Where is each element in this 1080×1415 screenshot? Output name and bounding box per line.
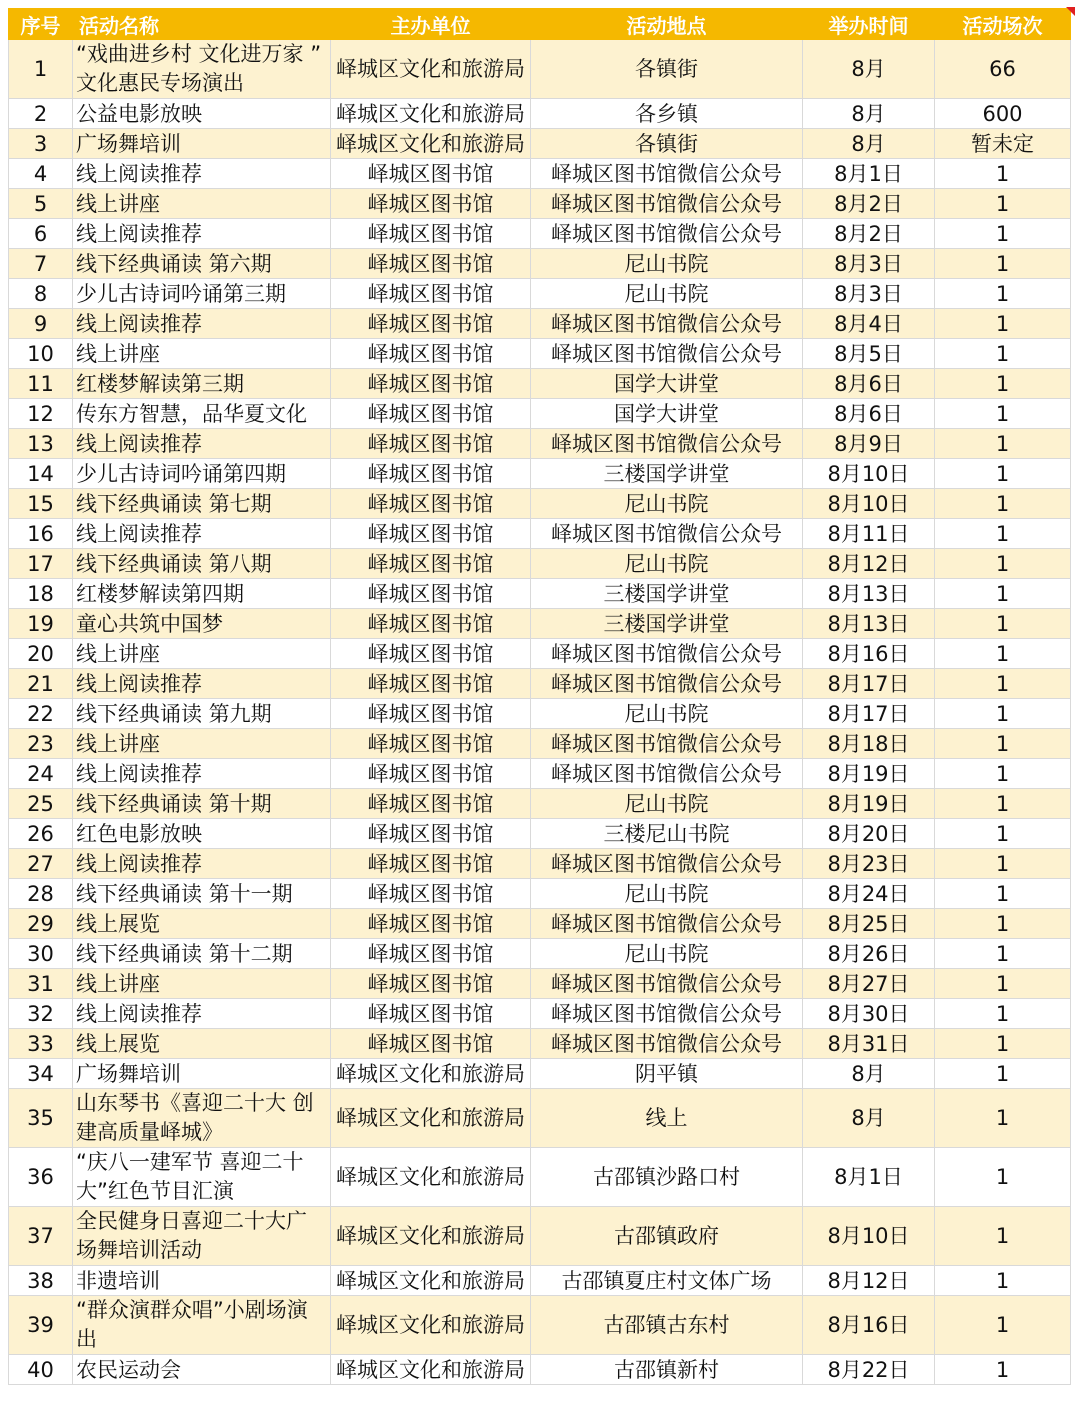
cell-time: 8月1日 [803,1148,935,1207]
cell-no: 23 [9,729,73,759]
cell-place: 国学大讲堂 [531,369,803,399]
cell-time: 8月23日 [803,849,935,879]
header-org: 主办单位 [331,9,531,40]
cell-count: 1 [935,339,1071,369]
cell-name: 线上讲座 [73,189,331,219]
cell-place: 各镇街 [531,40,803,99]
cell-org: 峄城区图书馆 [331,459,531,489]
cell-place: 峄城区图书馆微信公众号 [531,639,803,669]
cell-time: 8月17日 [803,699,935,729]
cell-place: 阴平镇 [531,1059,803,1089]
cell-name: 线下经典诵读 第十二期 [73,939,331,969]
cell-time: 8月3日 [803,249,935,279]
cell-name: 公益电影放映 [73,99,331,129]
cell-org: 峄城区图书馆 [331,729,531,759]
activity-table [8,8,1071,1385]
table-row [9,849,1071,879]
cell-no: 24 [9,759,73,789]
cell-org: 峄城区图书馆 [331,369,531,399]
cell-no: 6 [9,219,73,249]
cell-time: 8月10日 [803,459,935,489]
cell-time: 8月9日 [803,429,935,459]
table-row [9,189,1071,219]
cell-place: 三楼国学讲堂 [531,459,803,489]
cell-no: 34 [9,1059,73,1089]
cell-place: 古邵镇沙路口村 [531,1148,803,1207]
cell-name: 广场舞培训 [73,129,331,159]
table-row [9,249,1071,279]
cell-count: 1 [935,159,1071,189]
cell-no: 21 [9,669,73,699]
cell-place: 各乡镇 [531,99,803,129]
cell-place: 古邵镇古东村 [531,1296,803,1355]
cell-place: 峄城区图书馆微信公众号 [531,999,803,1029]
table-row [9,699,1071,729]
cell-count: 1 [935,999,1071,1029]
header-row [9,9,1071,40]
cell-org: 峄城区图书馆 [331,519,531,549]
cell-org: 峄城区图书馆 [331,939,531,969]
cell-time: 8月1日 [803,159,935,189]
cell-count: 1 [935,759,1071,789]
cell-time: 8月3日 [803,279,935,309]
cell-count: 1 [935,969,1071,999]
cell-no: 2 [9,99,73,129]
cell-name: 线下经典诵读 第十期 [73,789,331,819]
cell-org: 峄城区图书馆 [331,249,531,279]
cell-org: 峄城区图书馆 [331,969,531,999]
cell-count: 600 [935,99,1071,129]
cell-place: 古邵镇夏庄村文体广场 [531,1266,803,1296]
cell-no: 7 [9,249,73,279]
cell-place: 峄城区图书馆微信公众号 [531,909,803,939]
cell-no: 30 [9,939,73,969]
cell-time: 8月6日 [803,399,935,429]
cell-no: 33 [9,1029,73,1059]
cell-place: 尼山书院 [531,879,803,909]
cell-name: 线上讲座 [73,969,331,999]
cell-time: 8月12日 [803,549,935,579]
cell-time: 8月16日 [803,1296,935,1355]
cell-count: 1 [935,1089,1071,1148]
cell-name: 山东琴书《喜迎二十大 创建高质量峄城》 [73,1089,331,1148]
cell-name: 红楼梦解读第四期 [73,579,331,609]
cell-place: 峄城区图书馆微信公众号 [531,339,803,369]
cell-org: 峄城区图书馆 [331,999,531,1029]
table-row [9,40,1071,99]
cell-no: 16 [9,519,73,549]
table-row [9,429,1071,459]
table-row [9,939,1071,969]
cell-org: 峄城区文化和旅游局 [331,1296,531,1355]
cell-name: 线上阅读推荐 [73,519,331,549]
cell-time: 8月13日 [803,609,935,639]
table-row [9,609,1071,639]
cell-place: 尼山书院 [531,549,803,579]
cell-count: 1 [935,939,1071,969]
cell-count: 1 [935,849,1071,879]
cell-no: 18 [9,579,73,609]
cell-no: 11 [9,369,73,399]
cell-org: 峄城区图书馆 [331,699,531,729]
cell-org: 峄城区图书馆 [331,639,531,669]
cell-no: 17 [9,549,73,579]
cell-org: 峄城区文化和旅游局 [331,129,531,159]
cell-no: 3 [9,129,73,159]
cell-count: 1 [935,549,1071,579]
cell-name: 线下经典诵读 第六期 [73,249,331,279]
cell-place: 各镇街 [531,129,803,159]
cell-no: 13 [9,429,73,459]
table-row [9,129,1071,159]
cell-count: 1 [935,729,1071,759]
cell-name: 线上阅读推荐 [73,159,331,189]
cell-no: 32 [9,999,73,1029]
cell-count: 1 [935,1148,1071,1207]
cell-name: 线上阅读推荐 [73,309,331,339]
cell-place: 尼山书院 [531,249,803,279]
header-name: 活动名称 [73,9,331,40]
cell-org: 峄城区文化和旅游局 [331,1059,531,1089]
cell-time: 8月2日 [803,189,935,219]
cell-no: 31 [9,969,73,999]
cell-place: 三楼尼山书院 [531,819,803,849]
cell-count: 1 [935,219,1071,249]
cell-org: 峄城区图书馆 [331,879,531,909]
table-row [9,759,1071,789]
cell-place: 三楼国学讲堂 [531,579,803,609]
cell-place: 峄城区图书馆微信公众号 [531,669,803,699]
cell-time: 8月 [803,1089,935,1148]
cell-place: 尼山书院 [531,789,803,819]
cell-place: 峄城区图书馆微信公众号 [531,1029,803,1059]
cell-time: 8月19日 [803,759,935,789]
cell-no: 36 [9,1148,73,1207]
table-row [9,1355,1071,1385]
cell-no: 38 [9,1266,73,1296]
cell-no: 1 [9,40,73,99]
cell-no: 40 [9,1355,73,1385]
cell-time: 8月24日 [803,879,935,909]
cell-org: 峄城区图书馆 [331,1029,531,1059]
cell-count: 1 [935,309,1071,339]
header-no: 序号 [9,9,73,40]
cell-count: 1 [935,249,1071,279]
table-row [9,999,1071,1029]
cell-org: 峄城区文化和旅游局 [331,1266,531,1296]
cell-no: 10 [9,339,73,369]
cell-org: 峄城区图书馆 [331,279,531,309]
cell-time: 8月16日 [803,639,935,669]
cell-time: 8月20日 [803,819,935,849]
table-row [9,519,1071,549]
table-row [9,819,1071,849]
cell-time: 8月 [803,1059,935,1089]
cell-time: 8月17日 [803,669,935,699]
cell-place: 峄城区图书馆微信公众号 [531,159,803,189]
cell-org: 峄城区图书馆 [331,789,531,819]
cell-no: 27 [9,849,73,879]
table-row [9,969,1071,999]
cell-place: 古邵镇新村 [531,1355,803,1385]
cell-org: 峄城区图书馆 [331,759,531,789]
cell-no: 8 [9,279,73,309]
cell-place: 峄城区图书馆微信公众号 [531,189,803,219]
cell-place: 峄城区图书馆微信公众号 [531,759,803,789]
cell-place: 尼山书院 [531,699,803,729]
cell-time: 8月19日 [803,789,935,819]
cell-no: 22 [9,699,73,729]
cell-place: 峄城区图书馆微信公众号 [531,429,803,459]
table-row [9,1296,1071,1355]
header-time: 举办时间 [803,9,935,40]
cell-count: 1 [935,369,1071,399]
cell-count: 1 [935,1266,1071,1296]
cell-name: 线上阅读推荐 [73,849,331,879]
cell-place: 三楼国学讲堂 [531,609,803,639]
table-row [9,1207,1071,1266]
cell-place: 峄城区图书馆微信公众号 [531,729,803,759]
cell-time: 8月 [803,40,935,99]
cell-name: 线上讲座 [73,639,331,669]
table-row [9,669,1071,699]
header-count: 活动场次 [935,9,1071,40]
cell-name: 红色电影放映 [73,819,331,849]
cell-name: 广场舞培训 [73,1059,331,1089]
cell-org: 峄城区图书馆 [331,399,531,429]
cell-time: 8月13日 [803,579,935,609]
cell-count: 1 [935,1207,1071,1266]
cell-time: 8月11日 [803,519,935,549]
cell-name: 全民健身日喜迎二十大广场舞培训活动 [73,1207,331,1266]
header-place: 活动地点 [531,9,803,40]
cell-org: 峄城区图书馆 [331,549,531,579]
cell-name: 红楼梦解读第三期 [73,369,331,399]
table-row [9,399,1071,429]
cell-org: 峄城区文化和旅游局 [331,1148,531,1207]
cell-count: 1 [935,459,1071,489]
table-row [9,729,1071,759]
cell-org: 峄城区图书馆 [331,429,531,459]
table-row [9,789,1071,819]
cell-place: 尼山书院 [531,489,803,519]
cell-no: 15 [9,489,73,519]
cell-no: 39 [9,1296,73,1355]
cell-place: 峄城区图书馆微信公众号 [531,519,803,549]
table-row [9,879,1071,909]
cell-no: 26 [9,819,73,849]
cell-time: 8月 [803,129,935,159]
cell-time: 8月5日 [803,339,935,369]
cell-place: 峄城区图书馆微信公众号 [531,219,803,249]
table-row [9,1089,1071,1148]
table-row [9,99,1071,129]
cell-name: 线上阅读推荐 [73,999,331,1029]
table-row [9,549,1071,579]
cell-no: 25 [9,789,73,819]
cell-no: 19 [9,609,73,639]
cell-name: 童心共筑中国梦 [73,609,331,639]
cell-place: 尼山书院 [531,939,803,969]
cell-count: 1 [935,609,1071,639]
cell-no: 29 [9,909,73,939]
cell-time: 8月4日 [803,309,935,339]
cell-count: 暂未定 [935,129,1071,159]
cell-org: 峄城区文化和旅游局 [331,1355,531,1385]
cell-name: 线上阅读推荐 [73,759,331,789]
cell-place: 峄城区图书馆微信公众号 [531,969,803,999]
cell-org: 峄城区图书馆 [331,219,531,249]
cell-no: 37 [9,1207,73,1266]
cell-count: 1 [935,399,1071,429]
cell-name: 线下经典诵读 第十一期 [73,879,331,909]
corner-flag-icon [1066,7,1075,16]
cell-name: 传东方智慧，品华夏文化 [73,399,331,429]
cell-count: 1 [935,519,1071,549]
cell-org: 峄城区图书馆 [331,609,531,639]
cell-name: 少儿古诗词吟诵第四期 [73,459,331,489]
cell-count: 1 [935,819,1071,849]
cell-time: 8月22日 [803,1355,935,1385]
cell-org: 峄城区图书馆 [331,909,531,939]
cell-org: 峄城区图书馆 [331,159,531,189]
cell-time: 8月10日 [803,489,935,519]
cell-org: 峄城区图书馆 [331,849,531,879]
cell-name: 线上展览 [73,909,331,939]
table-row [9,1029,1071,1059]
cell-time: 8月31日 [803,1029,935,1059]
cell-count: 1 [935,669,1071,699]
cell-org: 峄城区图书馆 [331,309,531,339]
table-row [9,1148,1071,1207]
cell-name: 线下经典诵读 第七期 [73,489,331,519]
cell-name: 线下经典诵读 第八期 [73,549,331,579]
cell-org: 峄城区文化和旅游局 [331,40,531,99]
cell-no: 35 [9,1089,73,1148]
cell-name: 线上阅读推荐 [73,669,331,699]
cell-place: 线上 [531,1089,803,1148]
table-row [9,1059,1071,1089]
cell-place: 峄城区图书馆微信公众号 [531,849,803,879]
cell-count: 1 [935,879,1071,909]
cell-time: 8月30日 [803,999,935,1029]
cell-place: 峄城区图书馆微信公众号 [531,309,803,339]
table-row [9,489,1071,519]
cell-count: 1 [935,909,1071,939]
cell-time: 8月 [803,99,935,129]
cell-no: 12 [9,399,73,429]
table-row [9,339,1071,369]
cell-org: 峄城区图书馆 [331,579,531,609]
cell-time: 8月18日 [803,729,935,759]
table-row [9,219,1071,249]
cell-time: 8月27日 [803,969,935,999]
cell-org: 峄城区文化和旅游局 [331,99,531,129]
cell-count: 66 [935,40,1071,99]
cell-no: 14 [9,459,73,489]
cell-time: 8月2日 [803,219,935,249]
cell-name: “庆八一建军节 喜迎二十大”红色节目汇演 [73,1148,331,1207]
cell-count: 1 [935,1059,1071,1089]
cell-org: 峄城区图书馆 [331,669,531,699]
cell-name: 线上阅读推荐 [73,429,331,459]
cell-name: 线上展览 [73,1029,331,1059]
cell-time: 8月25日 [803,909,935,939]
cell-org: 峄城区图书馆 [331,819,531,849]
table-row [9,459,1071,489]
cell-no: 20 [9,639,73,669]
cell-name: “群众演群众唱”小剧场演出 [73,1296,331,1355]
cell-no: 28 [9,879,73,909]
cell-no: 5 [9,189,73,219]
cell-count: 1 [935,579,1071,609]
cell-org: 峄城区文化和旅游局 [331,1089,531,1148]
table-row [9,639,1071,669]
cell-count: 1 [935,1355,1071,1385]
cell-name: 线上讲座 [73,729,331,759]
cell-no: 9 [9,309,73,339]
table-row [9,909,1071,939]
table-row [9,369,1071,399]
table-row [9,309,1071,339]
cell-org: 峄城区图书馆 [331,489,531,519]
cell-name: “戏曲进乡村 文化进万家 ” 文化惠民专场演出 [73,40,331,99]
cell-count: 1 [935,1029,1071,1059]
cell-time: 8月10日 [803,1207,935,1266]
cell-name: 非遗培训 [73,1266,331,1296]
cell-org: 峄城区图书馆 [331,189,531,219]
cell-name: 线下经典诵读 第九期 [73,699,331,729]
cell-count: 1 [935,639,1071,669]
cell-time: 8月26日 [803,939,935,969]
cell-time: 8月6日 [803,369,935,399]
cell-name: 线上讲座 [73,339,331,369]
cell-place: 古邵镇政府 [531,1207,803,1266]
cell-count: 1 [935,789,1071,819]
table-row [9,279,1071,309]
cell-count: 1 [935,189,1071,219]
cell-count: 1 [935,429,1071,459]
table-row [9,159,1071,189]
cell-count: 1 [935,1296,1071,1355]
cell-place: 尼山书院 [531,279,803,309]
cell-count: 1 [935,489,1071,519]
cell-count: 1 [935,699,1071,729]
cell-name: 线上阅读推荐 [73,219,331,249]
cell-no: 4 [9,159,73,189]
cell-org: 峄城区图书馆 [331,339,531,369]
cell-count: 1 [935,279,1071,309]
table-row [9,1266,1071,1296]
table-row [9,579,1071,609]
table-body [9,40,1071,1385]
cell-org: 峄城区文化和旅游局 [331,1207,531,1266]
cell-name: 农民运动会 [73,1355,331,1385]
cell-time: 8月12日 [803,1266,935,1296]
cell-name: 少儿古诗词吟诵第三期 [73,279,331,309]
cell-place: 国学大讲堂 [531,399,803,429]
